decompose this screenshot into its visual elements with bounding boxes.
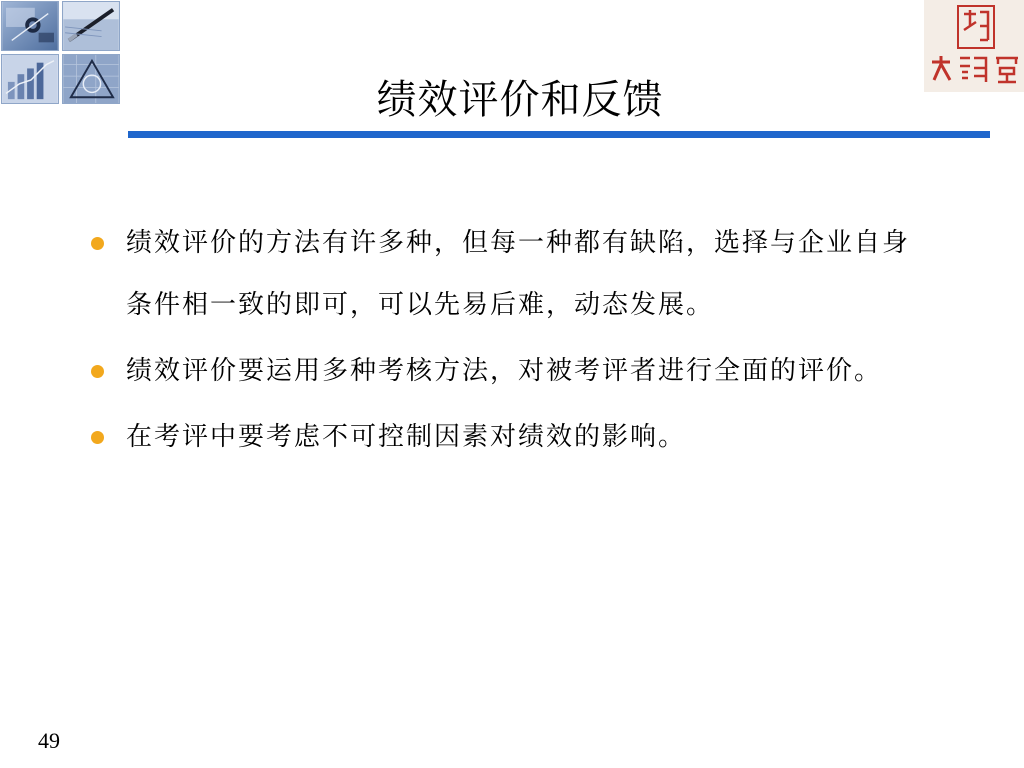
drafting-photo-icon (62, 54, 120, 104)
compass-photo-icon (1, 1, 59, 51)
bullet-dot-icon (91, 237, 104, 250)
bullet-item (86, 406, 926, 468)
bullet-text: 在考评中要考虑不可控制因素对绩效的影响。 (126, 422, 687, 452)
pen-photo-icon (62, 1, 120, 51)
bullet-item (86, 212, 926, 336)
slide-title: 绩效评价和反馈 (376, 77, 664, 123)
bullet-item (86, 340, 926, 402)
bullet-dot-icon (91, 431, 104, 444)
bar-chart-photo-icon (1, 54, 59, 104)
bullet-dot-icon (91, 365, 104, 378)
page-number: 49 (38, 728, 60, 753)
bullet-list (86, 212, 926, 472)
decorative-thumbnail-grid (0, 0, 122, 106)
brand-logo-icon (924, 0, 1024, 92)
title-underline-rule (128, 131, 990, 138)
bullet-text: 绩效评价要运用多种考核方法，对被考评者进行全面的评价。 (126, 356, 883, 386)
bullet-text: 绩效评价的方法有许多种，但每一种都有缺陷，选择与企业自身条件相一致的即可，可以先易后难，动态发展。 (126, 228, 911, 320)
